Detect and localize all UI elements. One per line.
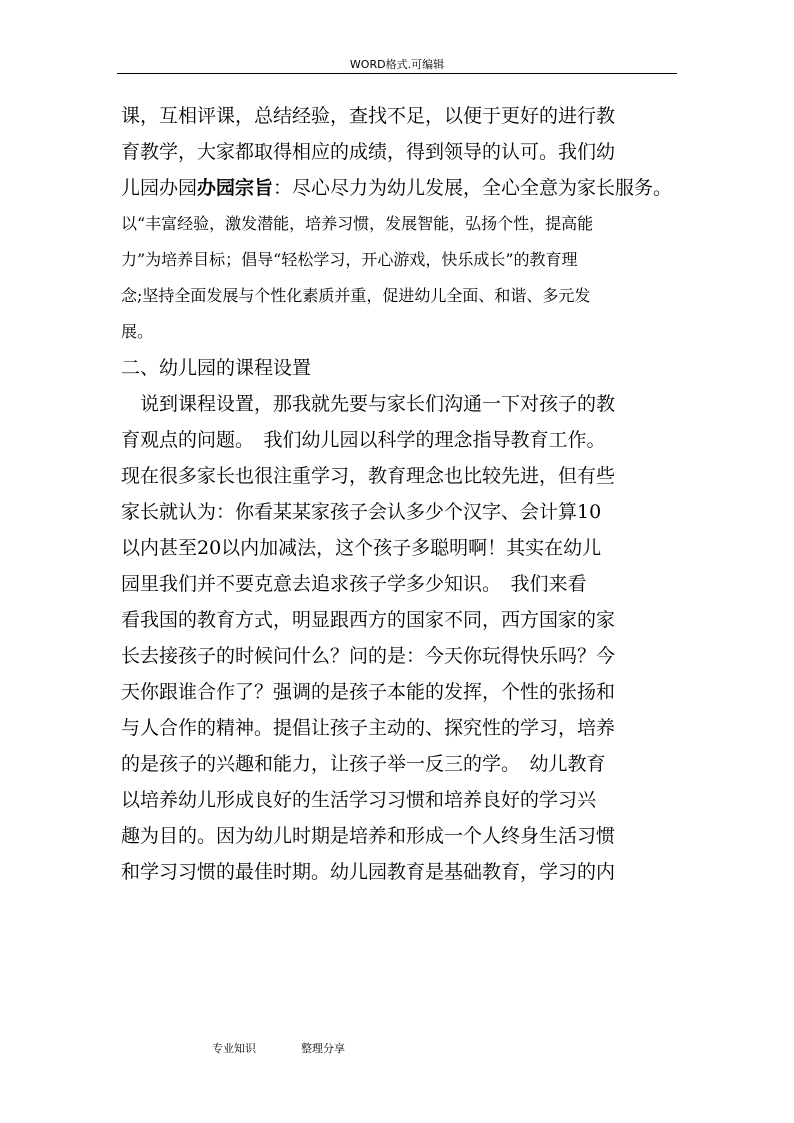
mission-label: 办园宗旨 bbox=[197, 177, 274, 199]
text-line-start: 儿园办园 bbox=[121, 177, 198, 199]
text-line: 以培养幼儿形成良好的生活学习习惯和培养良好的学习兴 bbox=[121, 789, 597, 811]
text-line: 天你跟谁合作了？强调的是孩子本能的发挥，个性的张扬和 bbox=[121, 681, 616, 703]
text-line-mission bbox=[121, 170, 681, 206]
text-line: 的是孩子的兴趣和能力，让孩子举一反三的学。 幼儿教育 bbox=[121, 753, 606, 775]
section-heading: 二、幼儿园的课程设置 bbox=[121, 357, 312, 379]
text-line: 念;坚持全面发展与个性化素质并重，促进幼儿全面、和谐、多元发 bbox=[121, 286, 591, 305]
text-line: 现在很多家长也很注重学习，教育理念也比较先进，但有些 bbox=[121, 465, 616, 487]
text-line: 家长就认为：你看某某家孩子会认多少个汉字、会计算10 bbox=[121, 501, 602, 523]
text-line: 和学习习惯的最佳时期。幼儿园教育是基础教育，学习的内 bbox=[121, 861, 616, 883]
text-line: 力”为培养目标；倡导“轻松学习，开心游戏，快乐成长”的教育理 bbox=[121, 250, 578, 269]
text-line: 以“丰富经验，激发潜能，培养习惯，发展智能，弘扬个性，提高能 bbox=[121, 214, 594, 233]
footer-left: 专业知识 bbox=[212, 1042, 256, 1055]
text-line: 长去接孩子的时候问什么？问的是：今天你玩得快乐吗？今 bbox=[121, 645, 616, 667]
text-line: 展。 bbox=[121, 322, 154, 341]
text-line: 以内甚至20以内加减法，这个孩子多聪明啊！其实在幼儿 bbox=[121, 537, 602, 559]
document-body bbox=[121, 98, 681, 890]
header-rule bbox=[117, 73, 677, 74]
footer-right: 整理分享 bbox=[301, 1042, 345, 1055]
text-line: 育教学，大家都取得相应的成绩，得到领导的认可。我们幼 bbox=[121, 141, 616, 163]
text-line: 与人合作的精神。提倡让孩子主动的、探究性的学习，培养 bbox=[121, 717, 616, 739]
text-line: 说到课程设置，那我就先要与家长们沟通一下对孩子的教 bbox=[121, 393, 616, 415]
text-line: 课，互相评课，总结经验，查找不足，以便于更好的进行教 bbox=[121, 105, 616, 127]
page-header: WORD格式.可编辑 bbox=[349, 58, 445, 71]
text-line: 育观点的问题。 我们幼儿园以科学的理念指导教育工作。 bbox=[121, 429, 606, 451]
mission-text: ：尽心尽力为幼儿发展，全心全意为家长服务。 bbox=[273, 177, 673, 199]
text-line: 看我国的教育方式，明显跟西方的国家不同，西方国家的家 bbox=[121, 609, 616, 631]
text-line: 趣为目的。因为幼儿时期是培养和形成一个人终身生活习惯 bbox=[121, 825, 616, 847]
text-line: 园里我们并不要克意去追求孩子学多少知识。 我们来看 bbox=[121, 573, 587, 595]
